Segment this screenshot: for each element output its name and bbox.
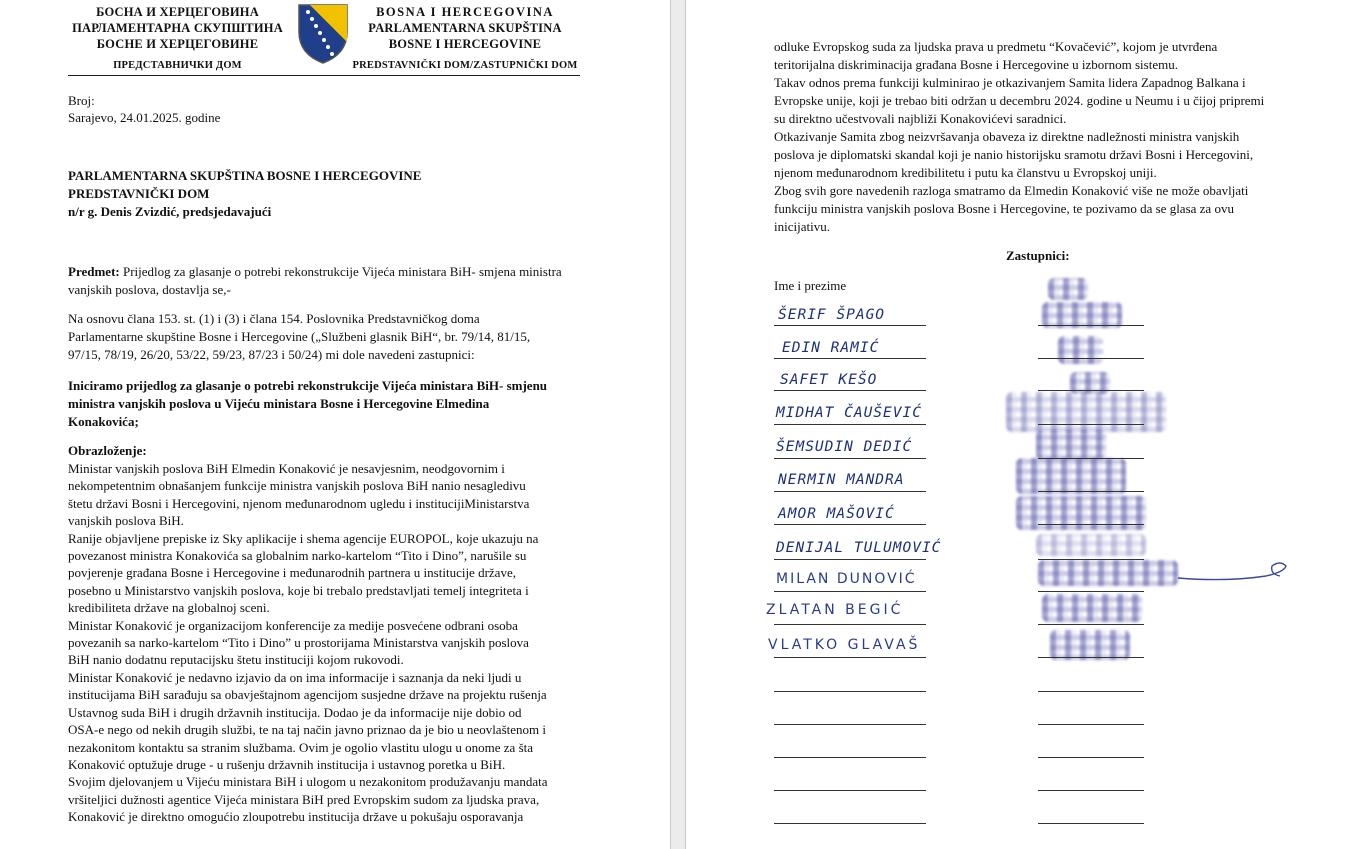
basis-line: Na osnovu člana 153. st. (1) i (3) i člana 154. Poslovnika Predstavničkog doma — [68, 311, 480, 326]
redacted-signature — [1042, 594, 1142, 622]
redacted-signature — [1006, 392, 1166, 432]
empty-name-rule — [774, 724, 926, 725]
page2-line: teritorijalna diskriminacija građana Bosne i Hercegovine u izbornom sistemu. — [774, 57, 1178, 72]
signatory-name: NERMIN MANDRA — [778, 472, 905, 488]
reasoning-line: štetu državi Bosni i Hercegovini, njenom međunarodnom ugledu i institucijiMinistarstva — [68, 495, 530, 511]
header-left — [60, 4, 295, 74]
signature-rule — [1038, 757, 1144, 758]
signatures-title: Zastupnici: — [1006, 248, 1070, 263]
initiative-line: Iniciramo prijedlog za glasanje o potrebi rekonstrukcije Vijeća ministara BiH- smjenu — [68, 378, 548, 393]
header-right-sub: PREDSTAVNIČKI DOM/ZASTUPNIČKI DOM — [352, 60, 578, 71]
subject-text: Prijedlog za glasanje o potrebi rekonstrukcije Vijeća ministara BiH- smjena ministra — [122, 264, 562, 279]
reasoning-line: nekompetentnim obnašanjem funkcije ministra vanjskih poslova BiH nanio nesagledivu — [68, 478, 526, 494]
empty-name-rule — [774, 823, 926, 824]
basis-line: 97/15, 78/19, 26/20, 53/22, 59/23, 87/23 i 50/24) mi dole navedeni zastupnici: — [68, 347, 475, 362]
name-rule — [774, 624, 926, 625]
reasoning-line: Ministar Konaković je organizacijom konferencije za medije posvećene odbrani osoba — [68, 617, 518, 633]
reasoning-line: posebno u Ministarstvo vanjskih poslova, koje bi trebalo predstavljati temelj integriteta i — [68, 582, 529, 598]
reference-number: Broj: — [68, 93, 95, 108]
empty-name-rule — [774, 691, 926, 692]
page2-body — [774, 38, 1264, 236]
name-rule — [774, 559, 926, 560]
initiative-block — [68, 377, 547, 431]
addressee-line-1: PARLAMENTARNA SKUPŠTINA BOSNE I HERCEGOVINE — [68, 168, 422, 183]
name-rule — [774, 424, 926, 425]
document-page-2 — [686, 0, 1357, 849]
addressee-block — [68, 167, 421, 221]
header-left-line-3: БОСНЕ И ХЕРЦЕГОВИНЕ — [96, 37, 259, 51]
subject-text-2: vanjskih poslova, dostavlja se,- — [68, 282, 231, 297]
signature-rule — [1038, 524, 1144, 525]
reasoning-line: povezanih sa narko-kartelom “Tito i Dino” u prostorijama Ministarstva vanjskih poslova — [68, 635, 529, 651]
signatory-name: MIDHAT ČAUŠEVIĆ — [776, 405, 922, 421]
signatory-name: ŠERIF ŠPAGO — [778, 307, 886, 323]
name-rule — [774, 524, 926, 525]
reasoning-line: vršiteljici dužnosti agentice Vijeća ministara BiH pred Evropskim sudom za ljudska prava, — [68, 791, 540, 807]
signature-rule — [1038, 491, 1144, 492]
page2-line: Otkazivanje Samita zbog neizvršavanja obaveza iz direktne nadležnosti ministra vanjskih — [774, 129, 1240, 144]
reasoning-line: kredibiliteta države na globalnoj sceni. — [68, 600, 270, 616]
subject-block — [68, 263, 608, 299]
reasoning-line: BiH nanio dodatnu reputacijsku štetu instituciji kojom rukovodi. — [68, 652, 404, 668]
coat-of-arms-emblem — [296, 2, 350, 66]
signatory-name: MILAN DUNOVIĆ — [776, 571, 917, 587]
name-rule — [774, 390, 926, 391]
subject-label: Predmet: — [68, 264, 120, 279]
reasoning-line: institucijama BiH sarađuju sa obavještajnom agencijom susjedne države na projektu rušenja — [68, 687, 547, 703]
page2-line: njenom međunarodnom kredibilitetu i putu ka članstvu u Evropskoj uniji. — [774, 165, 1157, 180]
empty-name-rule — [774, 790, 926, 791]
redacted-signature — [1036, 430, 1106, 460]
addressee-line-3: n/r g. Denis Zvizdić, predsjedavajući — [68, 204, 272, 219]
document-date: Sarajevo, 24.01.2025. godine — [68, 110, 221, 125]
reasoning-line: povezanost ministra Konakovića sa globalnim narko-kartelom “Tito i Dino”, narušile su — [68, 548, 527, 564]
page2-line: Evropske unije, koji je trebao biti održan u decembru 2024. godine u Neumu i u čijoj pripremi — [774, 93, 1265, 108]
page2-line: odluke Evropskog suda za ljudska prava u predmetu “Kovačević”, kojom je utvrđena — [774, 39, 1218, 54]
reasoning-line: povjerenje građana Bosne i Hercegovine i međunarodnih partnera u institucije države, — [68, 565, 516, 581]
header-right-line-3: BOSNE I HERCEGOVINE — [388, 37, 542, 51]
signatory-name: ŠEMSUDIN DEDIĆ — [776, 439, 913, 455]
basis-line: Parlamentarne skupštine Bosne i Hercegovine („Službeni glasnik BiH“, br. 79/14, 81/15, — [68, 329, 531, 344]
signatory-name: DENIJAL TULUMOVIĆ — [776, 540, 942, 556]
reasoning-line: Ranije objavljene prepiske iz Sky aplikacije i shema agencije EUROPOL, koje ukazuju na — [68, 530, 539, 546]
redacted-signature — [1050, 630, 1130, 660]
signature-rule — [1038, 691, 1144, 692]
signature-rule — [1038, 458, 1144, 459]
name-rule — [774, 325, 926, 326]
header-left-line-2: ПАРЛАМЕНТАРНА СКУПШТИНА — [72, 21, 283, 35]
signature-rule — [1038, 624, 1144, 625]
reasoning-line: Konaković optužuje druge - u rušenju državnih institucija i ustavnog poretka u BiH. — [68, 756, 506, 772]
page2-line: Zbog svih gore navedenih razloga smatramo da Elmedin Konaković više ne može obavljati — [774, 183, 1249, 198]
header-right — [350, 4, 580, 74]
reasoning-line: Konaković je direktno omogućio zloupotrebu institucija države u pokušaju osporavanja — [68, 809, 524, 825]
page2-line: poslova je diplomatski skandal koji je nanio historijsku sramotu državi Bosni i Hercegovini, — [774, 147, 1254, 162]
name-column-header: Ime i prezime — [774, 278, 847, 293]
signature-rule — [1038, 390, 1144, 391]
legal-basis — [68, 310, 530, 364]
reasoning-line: Ustavnog suda BiH i drugih državnih institucija. Dodao je da informacije nije dobio od — [68, 704, 522, 720]
reasoning-line: Ministar Konaković je nedavno izjavio da on ima informacije i saznanja da neki ljudi u — [68, 669, 522, 685]
redacted-signature — [1036, 534, 1146, 556]
signatory-name: VLATKO GLAVAŠ — [768, 637, 921, 653]
name-rule — [774, 491, 926, 492]
header-right-line-2: PARLAMENTARNA SKUPŠTINA — [368, 21, 562, 35]
page2-line: su direktno učestvovali najbliži Konakovićevi saradnici. — [774, 111, 1067, 126]
page2-line: inicijativu. — [774, 219, 830, 234]
signatory-name: AMOR MAŠOVIĆ — [778, 506, 895, 522]
redacted-signature — [1016, 458, 1126, 494]
page-gutter — [670, 0, 686, 849]
header-left-sub: ПРЕДСТАВНИЧКИ ДОМ — [113, 60, 242, 71]
document-page-1 — [0, 0, 670, 849]
signature-rule — [1038, 790, 1144, 791]
redacted-signature — [1058, 336, 1103, 364]
name-rule — [774, 358, 926, 359]
reasoning-title: Obrazloženje: — [68, 443, 147, 458]
initiative-line: ministra vanjskih poslova u Vijeću ministara Bosne i Hercegovine Elmedina — [68, 396, 490, 411]
page2-line: funkciju ministra vanjskih poslova Bosne i Hercegovine, te pozivamo da se glasa za ovu — [774, 201, 1234, 216]
redacted-signature — [1038, 560, 1178, 586]
signature-stroke — [1176, 558, 1291, 588]
signature-rule — [1038, 823, 1144, 824]
reasoning-line: Svojim djelovanjem u Vijeću ministara BiH i ulogom u nezakonitom produžavanju mandata — [68, 774, 548, 790]
reasoning-line: Ministar vanjskih poslova BiH Elmedin Konaković je nesavjesnim, neodgovornim i — [68, 461, 505, 476]
signature-rule — [1038, 358, 1144, 359]
reasoning-line: nezakonitom kontaktu sa stranim službama. Ovim je ogolio vlastitu ulogu u onome za šta — [68, 739, 534, 755]
redacted-signature — [1048, 278, 1088, 300]
signature-rule — [1038, 424, 1144, 425]
header-right-line-1: BOSNA I HERCEGOVINA — [376, 5, 554, 19]
reasoning-line: vanjskih poslova BiH. — [68, 513, 184, 529]
header-left-line-1: БОСНА И ХЕРЦЕГОВИНА — [96, 5, 259, 19]
empty-name-rule — [774, 757, 926, 758]
signature-rule — [1038, 657, 1144, 658]
signatory-name: EDIN RAMIĆ — [782, 340, 880, 356]
reasoning-line: OSA-e nego od nekih drugih službi, te na taj način javno priznao da je bio u neovlaštenom i — [68, 722, 546, 738]
name-rule — [774, 591, 926, 592]
addressee-line-2: PREDSTAVNIČKI DOM — [68, 186, 210, 201]
page2-line: Takav odnos prema funkciji kulminirao je otkazivanjem Samita lidera Zapadnog Balkana i — [774, 75, 1246, 90]
signature-rule — [1038, 559, 1144, 560]
name-rule — [774, 458, 926, 459]
header-divider — [68, 75, 580, 76]
reasoning-body — [68, 460, 548, 826]
signature-rule — [1038, 325, 1144, 326]
signature-rule — [1038, 591, 1144, 592]
signatory-name: SAFET KEŠO — [780, 372, 878, 388]
signatory-name: ZLATAN BEGIĆ — [766, 602, 904, 618]
initiative-line: Konakovića; — [68, 414, 139, 429]
signature-rule — [1038, 724, 1144, 725]
name-rule — [774, 657, 926, 658]
